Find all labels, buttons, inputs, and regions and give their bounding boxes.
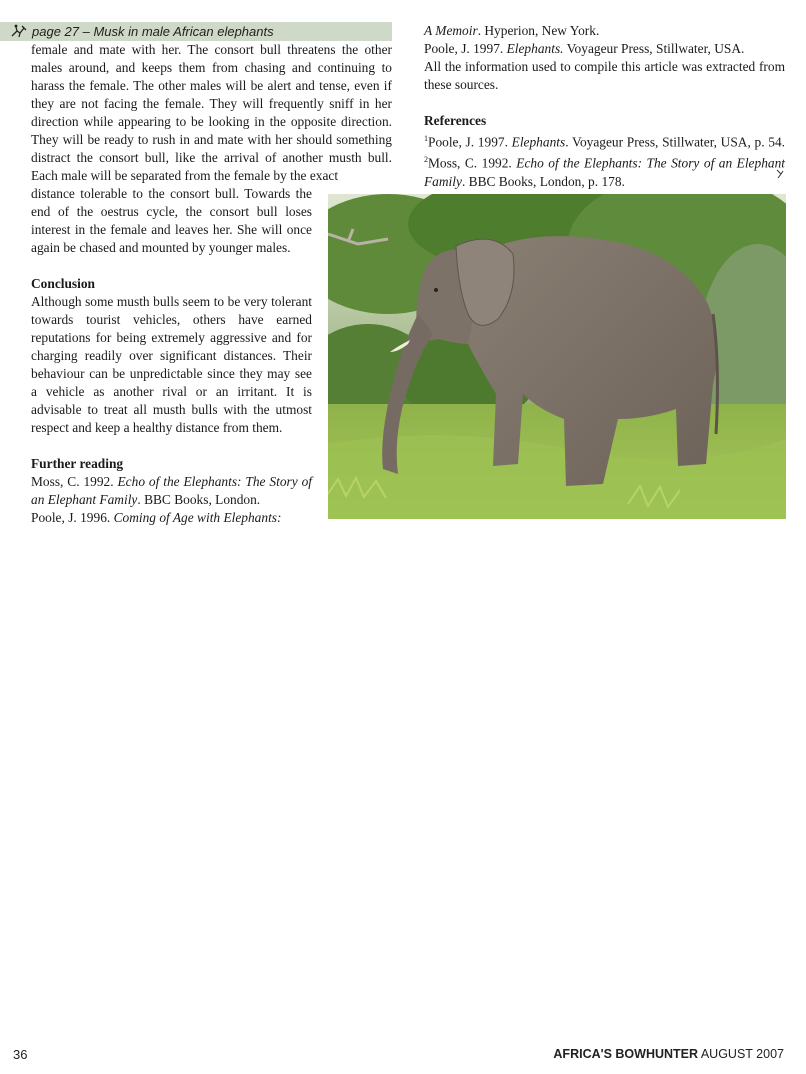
header-label: page 27 – Musk in male African elephants (32, 24, 274, 39)
further-reading-heading: Further reading (31, 456, 124, 471)
elephant-image (328, 194, 786, 519)
further-reading-item: Moss, C. 1992. Echo of the Elephants: The Story of an Elephant Family. BBC Books, London. (31, 474, 312, 507)
reading-poole-1997: Poole, J. 1997. Elephants. Voyageur Press, Stillwater, USA. (424, 41, 745, 56)
end-mark-icon (775, 168, 785, 180)
body-paragraph-wide: female and mate with her. The consort bull threatens the other males around, and keeps them from chasing and continuing to harass the female. The other males will be alert and tense, even if they are not facing the female. They will frequently sniff in her direction while appearing to be looking in the opposite direction. They will be ready to rush in and mate with her should something distract the consort bull, like the arrival of another musth bull. Each male will be separated from the female by the exact (31, 42, 392, 183)
page-number: 36 (13, 1047, 28, 1062)
sources-note: All the information used to compile this article was extracted from these sources. (424, 59, 785, 92)
further-reading-item: Poole, J. 1996. Coming of Age with Elephants: (31, 510, 282, 525)
elephant-photo (328, 194, 786, 519)
body-paragraph-narrow: distance tolerable to the consort bull. Towards the end of the oestrus cycle, the consort bull loses interest in the female and leaves her. She will once again be chased and mounted by younger males. (31, 186, 312, 255)
magazine-name: AFRICA'S BOWHUNTER (553, 1047, 699, 1061)
left-narrow-column (31, 185, 312, 527)
running-header (0, 22, 392, 41)
right-column (424, 22, 785, 191)
reading-continuation: A Memoir. Hyperion, New York. (424, 23, 600, 38)
archer-icon (10, 24, 28, 38)
conclusion-paragraph: Although some musth bulls seem to be very tolerant towards tourist vehicles, others have earned reputations for being extremely aggressive and for charging readily over significant distances. Their behaviour can be unpredictable since they may see a vehicle as another rival or an irritant. It is advisable to treat all musth bulls with the utmost respect and keep a healthy distance from them. (31, 294, 312, 435)
footer-credit (553, 1047, 784, 1061)
references-text: $^1$Poole, J. 1997. Elephants. Voyageur Press, Stillwater, USA, p. 54. $^2$Moss, C. 1992. Echo of the Elephants: The Story of an Elephant Family. BBC Books, London, p. 178. (424, 134, 786, 189)
issue-date: AUGUST 2007 (700, 1047, 784, 1061)
conclusion-heading: Conclusion (31, 276, 95, 291)
references-heading: References (424, 113, 487, 128)
